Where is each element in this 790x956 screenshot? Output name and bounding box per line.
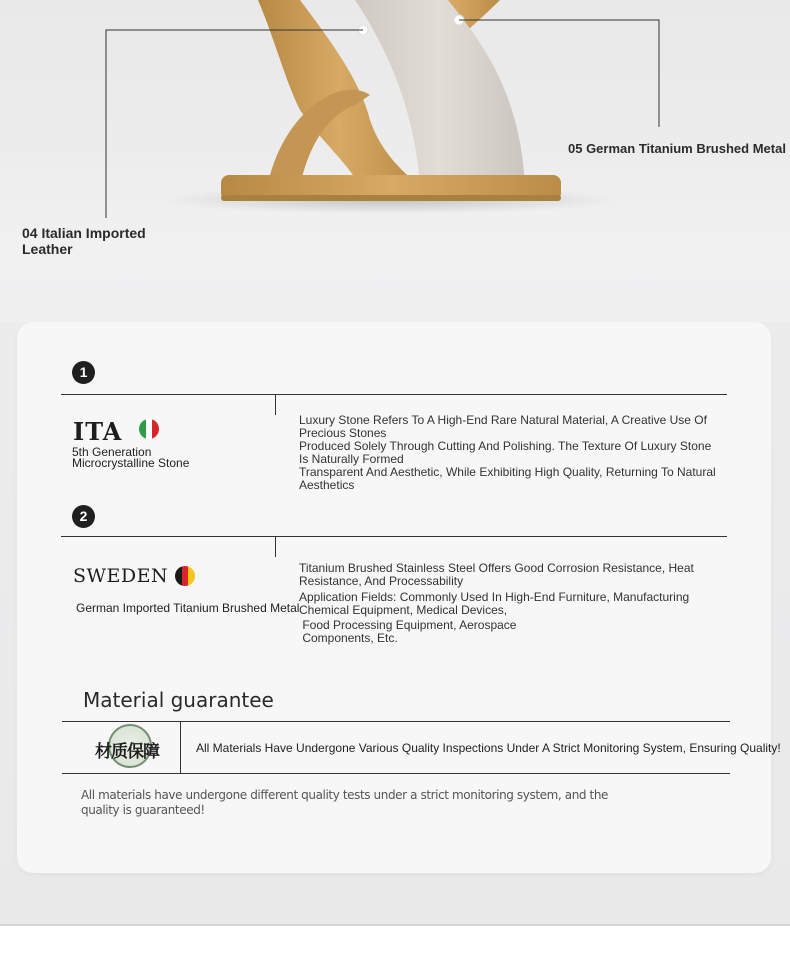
section-2-paragraph: Components, Etc. [299, 631, 398, 645]
guarantee-top-line [62, 721, 730, 722]
brand-sweden: SWEDEN [73, 565, 169, 587]
section-1-subtitle: 5th Generation Microcrystalline Stone [72, 445, 190, 470]
section-2-description [299, 562, 719, 645]
germany-flag-icon [175, 566, 195, 586]
bottom-divider [0, 924, 790, 926]
section-2-paragraph: Application Fields: Commonly Used In High-End Furniture, Manufacturing Chemical Equipment, Medical Devices, [299, 590, 690, 617]
guarantee-bottom-line [62, 773, 730, 774]
italy-flag-icon [139, 419, 159, 439]
guarantee-title: Material guarantee [83, 688, 274, 712]
section-2-vertical-divider [275, 536, 276, 557]
guarantee-vertical-divider [180, 721, 181, 773]
section-number-2: 2 [72, 505, 95, 528]
section-2-subtitle: German Imported Titanium Brushed Metal [76, 601, 300, 615]
section-1-description [299, 414, 719, 492]
section-number-1: 1 [72, 361, 95, 384]
section-1-divider [61, 394, 727, 395]
section-1-paragraph: Transparent And Aesthetic, While Exhibiting High Quality, Returning To Natural Aesthetics [299, 465, 716, 492]
section-2-paragraph: Food Processing Equipment, Aerospace [299, 618, 517, 632]
section-1-paragraph: Produced Solely Through Cutting And Polishing. The Texture Of Luxury Stone Is Naturally Formed [299, 439, 712, 466]
section-1-vertical-divider [275, 394, 276, 415]
metal-callout-label: 05 German Titanium Brushed Metal [568, 141, 786, 156]
guarantee-statement: All Materials Have Undergone Various Quality Inspections Under A Strict Monitoring System, Ensuring Quality! [196, 741, 781, 755]
guarantee-note: All materials have undergone different quality tests under a strict monitoring system, and the quality is guaranteed! [81, 788, 609, 817]
section-2-divider [61, 536, 727, 537]
section-2-paragraph: Titanium Brushed Stainless Steel Offers Good Corrosion Resistance, Heat Resistance, And Processability [299, 561, 694, 588]
section-1-paragraph: Luxury Stone Refers To A High-End Rare Natural Material, A Creative Use Of Precious Stones [299, 413, 707, 440]
leather-callout-label: 04 Italian Imported Leather [22, 225, 146, 257]
materials-card [17, 322, 781, 873]
product-hero [0, 0, 790, 322]
table-base-illustration [0, 0, 790, 322]
brand-ita: ITA [73, 417, 123, 446]
seal-text: 材质保障 [95, 742, 159, 762]
